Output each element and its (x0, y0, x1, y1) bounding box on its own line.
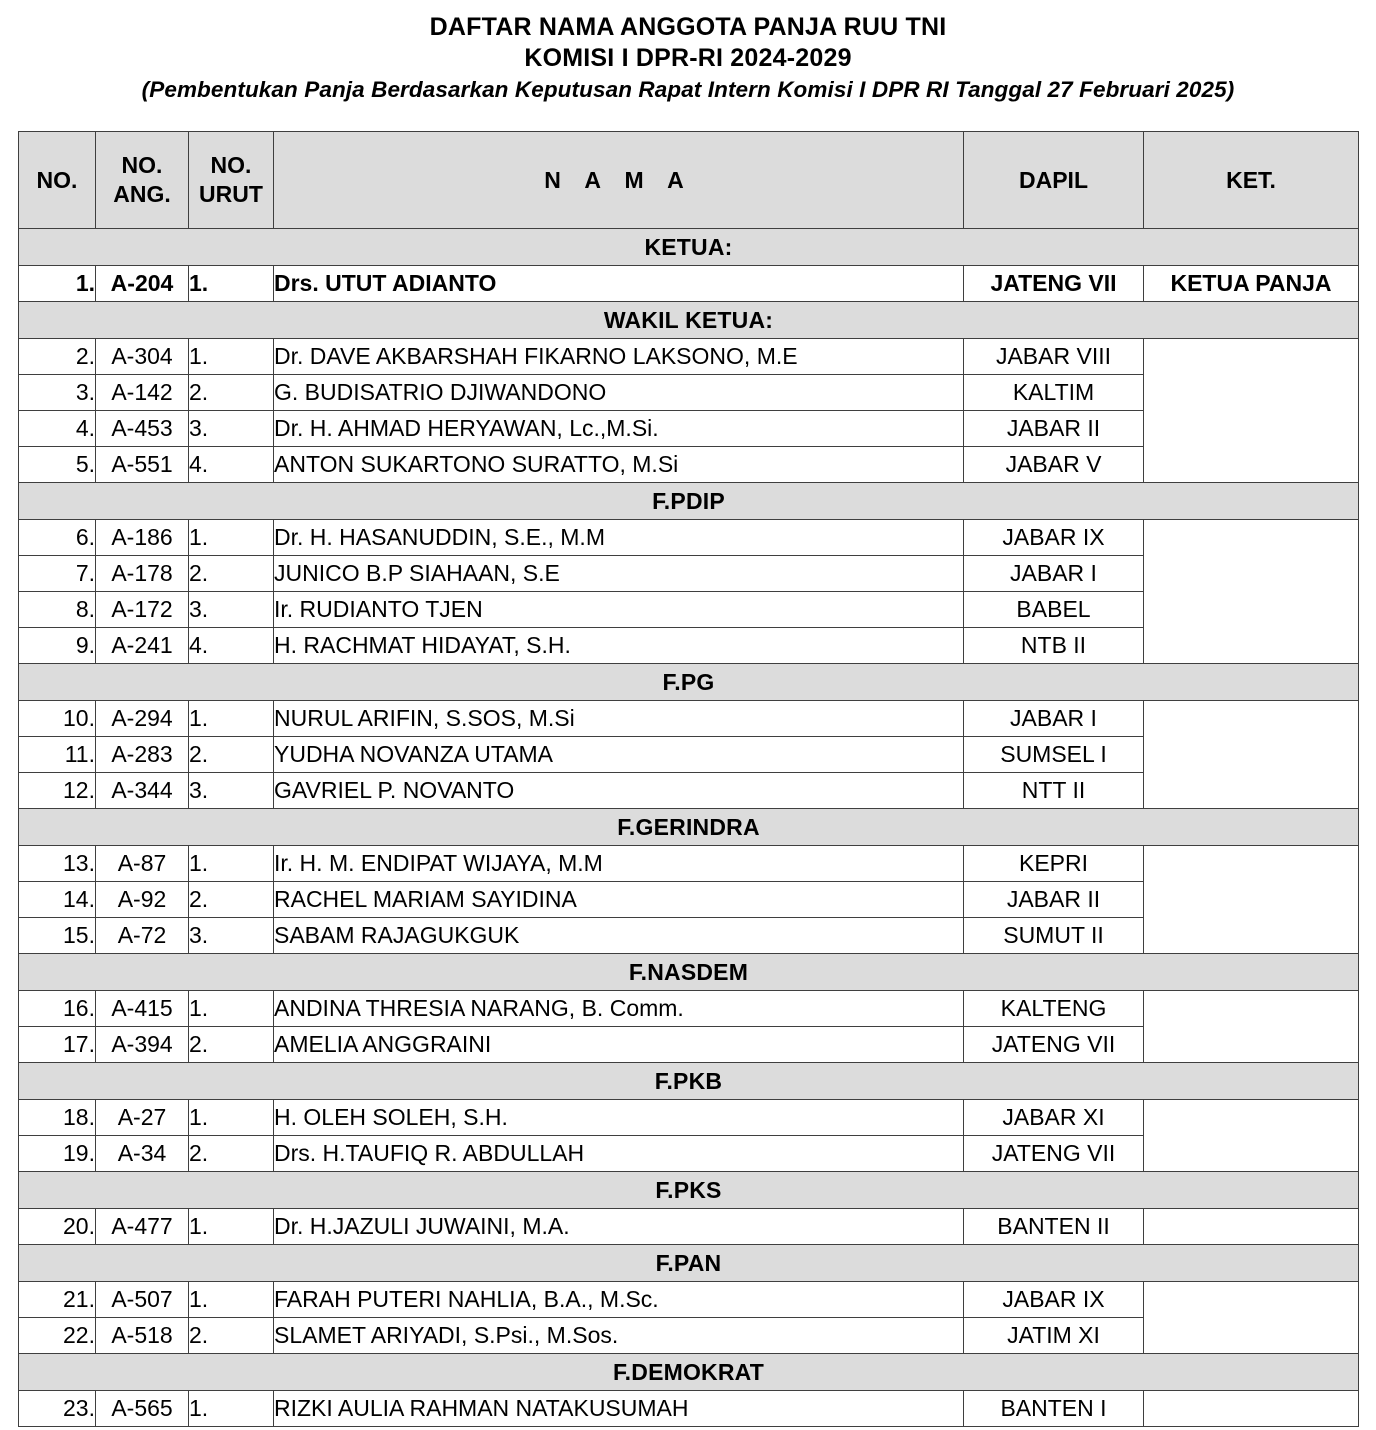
column-header-no-urut-line2: URUT (199, 181, 263, 207)
section-header-row (19, 229, 1359, 266)
cell-ket (1144, 991, 1359, 1063)
cell-no-urut: 2. (189, 375, 274, 411)
cell-no-anggota: A-72 (96, 918, 189, 954)
section-label: F.PAN (19, 1245, 1359, 1282)
cell-no-urut: 4. (189, 628, 274, 664)
table-row (19, 1391, 1359, 1427)
cell-no-anggota: A-87 (96, 846, 189, 882)
cell-no: 15. (19, 918, 96, 954)
column-header-no-urut-line1: NO. (210, 152, 252, 178)
table-row (19, 339, 1359, 375)
table-row (19, 846, 1359, 882)
cell-no-anggota: A-294 (96, 701, 189, 737)
cell-nama: ANDINA THRESIA NARANG, B. Comm. (274, 991, 964, 1027)
section-label: F.NASDEM (19, 954, 1359, 991)
section-header-row (19, 302, 1359, 339)
cell-no-anggota: A-283 (96, 737, 189, 773)
cell-ket (1144, 339, 1359, 483)
page-title: DAFTAR NAMA ANGGOTA PANJA RUU TNI (429, 13, 947, 41)
cell-no-urut: 3. (189, 592, 274, 628)
cell-dapil: JATENG VII (964, 266, 1144, 302)
table-row (19, 1100, 1359, 1136)
cell-ket: KETUA PANJA (1144, 266, 1359, 302)
cell-no-urut: 1. (189, 266, 274, 302)
cell-no-urut: 1. (189, 1282, 274, 1318)
cell-no: 17. (19, 1027, 96, 1063)
cell-dapil: JATIM XI (964, 1318, 1144, 1354)
cell-nama: G. BUDISATRIO DJIWANDONO (274, 375, 964, 411)
cell-no-urut: 2. (189, 556, 274, 592)
cell-ket (1144, 846, 1359, 954)
cell-nama: Ir. RUDIANTO TJEN (274, 592, 964, 628)
cell-dapil: JABAR IX (964, 1282, 1144, 1318)
column-header-no-anggota-line1: NO. (121, 152, 163, 178)
document-title-block (0, 0, 1376, 106)
section-label: F.PG (19, 664, 1359, 701)
cell-nama: RACHEL MARIAM SAYIDINA (274, 882, 964, 918)
cell-no-anggota: A-453 (96, 411, 189, 447)
cell-nama: Dr. H.JAZULI JUWAINI, M.A. (274, 1209, 964, 1245)
section-label: F.PKS (19, 1172, 1359, 1209)
page-subtitle: KOMISI I DPR-RI 2024-2029 (524, 44, 852, 72)
cell-nama: SLAMET ARIYADI, S.Psi., M.Sos. (274, 1318, 964, 1354)
section-label: KETUA: (19, 229, 1359, 266)
cell-no: 18. (19, 1100, 96, 1136)
cell-nama: Ir. H. M. ENDIPAT WIJAYA, M.M (274, 846, 964, 882)
table-header-row (19, 132, 1359, 229)
cell-no-anggota: A-178 (96, 556, 189, 592)
page-subtitle-note: (Pembentukan Panja Berdasarkan Keputusan Rapat Intern Komisi I DPR RI Tanggal 27 Februari 2025) (141, 77, 1235, 102)
cell-no-anggota: A-394 (96, 1027, 189, 1063)
cell-no: 3. (19, 375, 96, 411)
cell-no-anggota: A-551 (96, 447, 189, 483)
cell-dapil: JABAR I (964, 556, 1144, 592)
cell-no-anggota: A-518 (96, 1318, 189, 1354)
cell-no-urut: 2. (189, 1318, 274, 1354)
cell-dapil: JABAR II (964, 411, 1144, 447)
cell-nama: Drs. UTUT ADIANTO (274, 266, 964, 302)
cell-nama: AMELIA ANGGRAINI (274, 1027, 964, 1063)
table-row (19, 701, 1359, 737)
cell-ket (1144, 1391, 1359, 1427)
roster-table (18, 131, 1359, 1427)
cell-nama: H. OLEH SOLEH, S.H. (274, 1100, 964, 1136)
cell-no-anggota: A-241 (96, 628, 189, 664)
cell-dapil: JATENG VII (964, 1136, 1144, 1172)
cell-no: 16. (19, 991, 96, 1027)
cell-no-urut: 4. (189, 447, 274, 483)
cell-no: 20. (19, 1209, 96, 1245)
cell-dapil: KEPRI (964, 846, 1144, 882)
cell-nama: JUNICO B.P SIAHAAN, S.E (274, 556, 964, 592)
cell-no-urut: 2. (189, 882, 274, 918)
cell-no-urut: 1. (189, 846, 274, 882)
cell-no: 6. (19, 520, 96, 556)
cell-ket (1144, 701, 1359, 809)
cell-no-urut: 1. (189, 339, 274, 375)
cell-no-urut: 1. (189, 520, 274, 556)
section-label: F.GERINDRA (19, 809, 1359, 846)
cell-no: 23. (19, 1391, 96, 1427)
cell-dapil: SUMSEL I (964, 737, 1144, 773)
cell-ket (1144, 1209, 1359, 1245)
cell-dapil: JABAR II (964, 882, 1144, 918)
cell-no-anggota: A-477 (96, 1209, 189, 1245)
cell-no-anggota: A-304 (96, 339, 189, 375)
section-header-row (19, 1172, 1359, 1209)
cell-no-urut: 1. (189, 1391, 274, 1427)
column-header-no: NO. (19, 132, 96, 229)
cell-no-urut: 3. (189, 411, 274, 447)
cell-no-urut: 3. (189, 918, 274, 954)
column-header-dapil: DAPIL (964, 132, 1144, 229)
column-header-no-anggota-line2: ANG. (113, 181, 171, 207)
cell-nama: H. RACHMAT HIDAYAT, S.H. (274, 628, 964, 664)
cell-nama: RIZKI AULIA RAHMAN NATAKUSUMAH (274, 1391, 964, 1427)
cell-no-urut: 2. (189, 1136, 274, 1172)
section-header-row (19, 809, 1359, 846)
cell-dapil: KALTENG (964, 991, 1144, 1027)
cell-no: 21. (19, 1282, 96, 1318)
column-header-no-urut (189, 132, 274, 229)
cell-no-urut: 3. (189, 773, 274, 809)
cell-nama: GAVRIEL P. NOVANTO (274, 773, 964, 809)
cell-ket (1144, 1100, 1359, 1172)
section-label: F.PDIP (19, 483, 1359, 520)
cell-no: 4. (19, 411, 96, 447)
cell-nama: Dr. H. AHMAD HERYAWAN, Lc.,M.Si. (274, 411, 964, 447)
table-row (19, 520, 1359, 556)
cell-no-anggota: A-565 (96, 1391, 189, 1427)
cell-no: 2. (19, 339, 96, 375)
cell-no-anggota: A-34 (96, 1136, 189, 1172)
table-header (19, 132, 1359, 229)
cell-dapil: JABAR VIII (964, 339, 1144, 375)
cell-no-anggota: A-92 (96, 882, 189, 918)
section-header-row (19, 1354, 1359, 1391)
table-body (19, 229, 1359, 1427)
cell-nama: NURUL ARIFIN, S.SOS, M.Si (274, 701, 964, 737)
cell-no-anggota: A-27 (96, 1100, 189, 1136)
cell-no: 19. (19, 1136, 96, 1172)
cell-no-anggota: A-507 (96, 1282, 189, 1318)
cell-no-urut: 1. (189, 701, 274, 737)
cell-no-anggota: A-415 (96, 991, 189, 1027)
cell-dapil: JABAR I (964, 701, 1144, 737)
section-label: WAKIL KETUA: (19, 302, 1359, 339)
cell-no-anggota: A-186 (96, 520, 189, 556)
cell-nama: FARAH PUTERI NAHLIA, B.A., M.Sc. (274, 1282, 964, 1318)
cell-no: 9. (19, 628, 96, 664)
table-row (19, 1282, 1359, 1318)
cell-nama: Dr. DAVE AKBARSHAH FIKARNO LAKSONO, M.E (274, 339, 964, 375)
cell-dapil: KALTIM (964, 375, 1144, 411)
cell-no: 13. (19, 846, 96, 882)
cell-no: 12. (19, 773, 96, 809)
section-header-row (19, 954, 1359, 991)
section-header-row (19, 483, 1359, 520)
cell-nama: Dr. H. HASANUDDIN, S.E., M.M (274, 520, 964, 556)
cell-no-anggota: A-142 (96, 375, 189, 411)
cell-no-anggota: A-344 (96, 773, 189, 809)
section-label: F.PKB (19, 1063, 1359, 1100)
column-header-no-anggota (96, 132, 189, 229)
table-row (19, 991, 1359, 1027)
cell-no: 14. (19, 882, 96, 918)
cell-ket (1144, 1282, 1359, 1354)
cell-dapil: SUMUT II (964, 918, 1144, 954)
cell-no-anggota: A-204 (96, 266, 189, 302)
cell-no-urut: 1. (189, 1209, 274, 1245)
cell-no-urut: 1. (189, 991, 274, 1027)
cell-dapil: JABAR V (964, 447, 1144, 483)
cell-nama: Drs. H.TAUFIQ R. ABDULLAH (274, 1136, 964, 1172)
cell-nama: SABAM RAJAGUKGUK (274, 918, 964, 954)
cell-dapil: JABAR XI (964, 1100, 1144, 1136)
cell-dapil: BANTEN I (964, 1391, 1144, 1427)
column-header-nama: N A M A (274, 132, 964, 229)
table-row (19, 1209, 1359, 1245)
cell-no-urut: 2. (189, 1027, 274, 1063)
cell-dapil: JATENG VII (964, 1027, 1144, 1063)
roster-table-container (18, 131, 1358, 1427)
cell-no: 7. (19, 556, 96, 592)
cell-no: 1. (19, 266, 96, 302)
cell-dapil: BANTEN II (964, 1209, 1144, 1245)
table-row (19, 266, 1359, 302)
column-header-ket: KET. (1144, 132, 1359, 229)
cell-no: 5. (19, 447, 96, 483)
section-header-row (19, 664, 1359, 701)
cell-nama: ANTON SUKARTONO SURATTO, M.Si (274, 447, 964, 483)
cell-no: 22. (19, 1318, 96, 1354)
cell-dapil: JABAR IX (964, 520, 1144, 556)
cell-no: 8. (19, 592, 96, 628)
cell-dapil: NTT II (964, 773, 1144, 809)
cell-no: 11. (19, 737, 96, 773)
cell-no: 10. (19, 701, 96, 737)
cell-no-anggota: A-172 (96, 592, 189, 628)
section-label: F.DEMOKRAT (19, 1354, 1359, 1391)
cell-no-urut: 2. (189, 737, 274, 773)
cell-ket (1144, 520, 1359, 664)
cell-dapil: BABEL (964, 592, 1144, 628)
cell-no-urut: 1. (189, 1100, 274, 1136)
section-header-row (19, 1245, 1359, 1282)
cell-dapil: NTB II (964, 628, 1144, 664)
cell-nama: YUDHA NOVANZA UTAMA (274, 737, 964, 773)
section-header-row (19, 1063, 1359, 1100)
